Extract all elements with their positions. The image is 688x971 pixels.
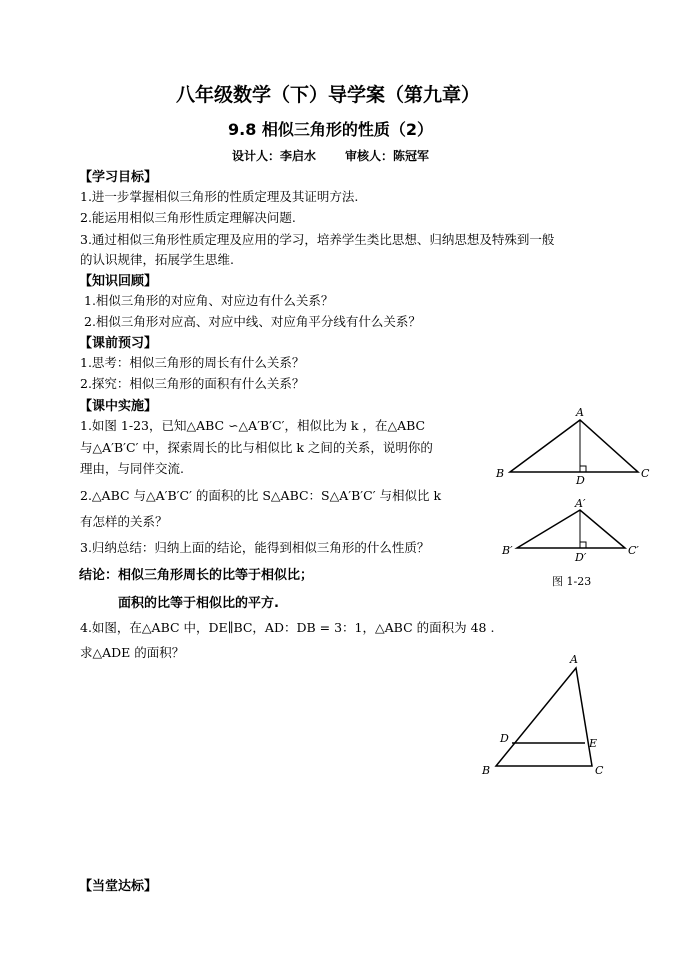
question-1-line: 1.如图 1-23，已知△ABC ∽△A′B′C′，相似比为 k ，在△ABC [80,418,426,433]
triangle-abc-prime [517,510,625,548]
goal-item: 2.能运用相似三角形性质定理解决问题. [80,210,296,225]
preview-item: 1.思考：相似三角形的周长有什么关系？ [80,355,305,370]
lesson-heading: 【课中实施】 [79,399,158,414]
label-a-prime: A′ [575,497,586,510]
label-c-prime: C′ [628,544,639,557]
figure-q4-svg [478,650,618,780]
right-angle-mark-prime [580,542,586,548]
conclusion-line: 结论：相似三角形周长的比等于相似比； [79,568,314,583]
designer: 设计人：李启水 [232,149,317,163]
triangle-abc-q4 [496,668,592,766]
right-angle-mark [580,466,586,472]
question-4-line: 4.如图，在△ABC 中，DE∥BC，AD：DB = 3：1，△ABC 的面积为 48 . [80,620,495,635]
figure-similar-triangles [490,405,660,595]
label-b-prime: B′ [502,544,513,557]
section-title: 9.8 相似三角形的性质（2） [228,120,434,139]
triangle-abc [510,420,638,472]
question-1-line: 理由，与同伴交流. [80,461,184,476]
question-2-line: 有怎样的关系？ [80,514,168,529]
preview-heading: 【课前预习】 [79,336,158,351]
label-c: C [595,764,604,777]
label-e: E [589,737,598,750]
question-1-line: 与△A′B′C′ 中，探索周长的比与相似比 k 之间的关系，说明你的 [80,440,433,455]
review-item: 1.相似三角形的对应角、对应边有什么关系？ [84,293,334,308]
figure-1-23-svg [490,405,660,595]
label-c: C [641,467,650,480]
goal-item: 3.通过相似三角形性质定理及应用的学习，培养学生类比思想、归纳思想及特殊到一般 [80,232,555,247]
label-d: D [576,474,585,487]
label-d: D [500,732,509,745]
page-title: 八年级数学（下）导学案（第九章） [176,84,481,106]
question-3: 3.归纳总结：归纳上面的结论，能得到相似三角形的什么性质？ [80,540,430,555]
review-item: 2.相似三角形对应高、对应中线、对应角平分线有什么关系？ [84,314,421,329]
question-2-line: 2.△ABC 与△A′B′C′ 的面积的比 S△ABC：S△A′B′C′ 与相似比 k [80,488,442,503]
practice-heading: 【当堂达标】 [79,879,158,894]
question-4-line: 求△ADE 的面积？ [80,645,185,660]
conclusion-line: 面积的比等于相似比的平方. [118,596,279,611]
label-b: B [496,467,505,480]
figure-triangle-de-bc [478,650,618,780]
reviewer: 审核人：陈冠军 [345,149,430,163]
goals-heading: 【学习目标】 [79,170,158,185]
label-b: B [482,764,491,777]
label-d-prime: D′ [575,551,587,564]
figure-caption: 图 1-23 [552,575,592,588]
review-heading: 【知识回顾】 [79,274,158,289]
goal-item: 1.进一步掌握相似三角形的性质定理及其证明方法. [80,189,359,204]
label-a: A [570,653,578,666]
label-a: A [576,406,584,419]
goal-item: 的认识规律，拓展学生思维. [80,252,234,267]
preview-item: 2.探究：相似三角形的面积有什么关系？ [80,376,305,391]
